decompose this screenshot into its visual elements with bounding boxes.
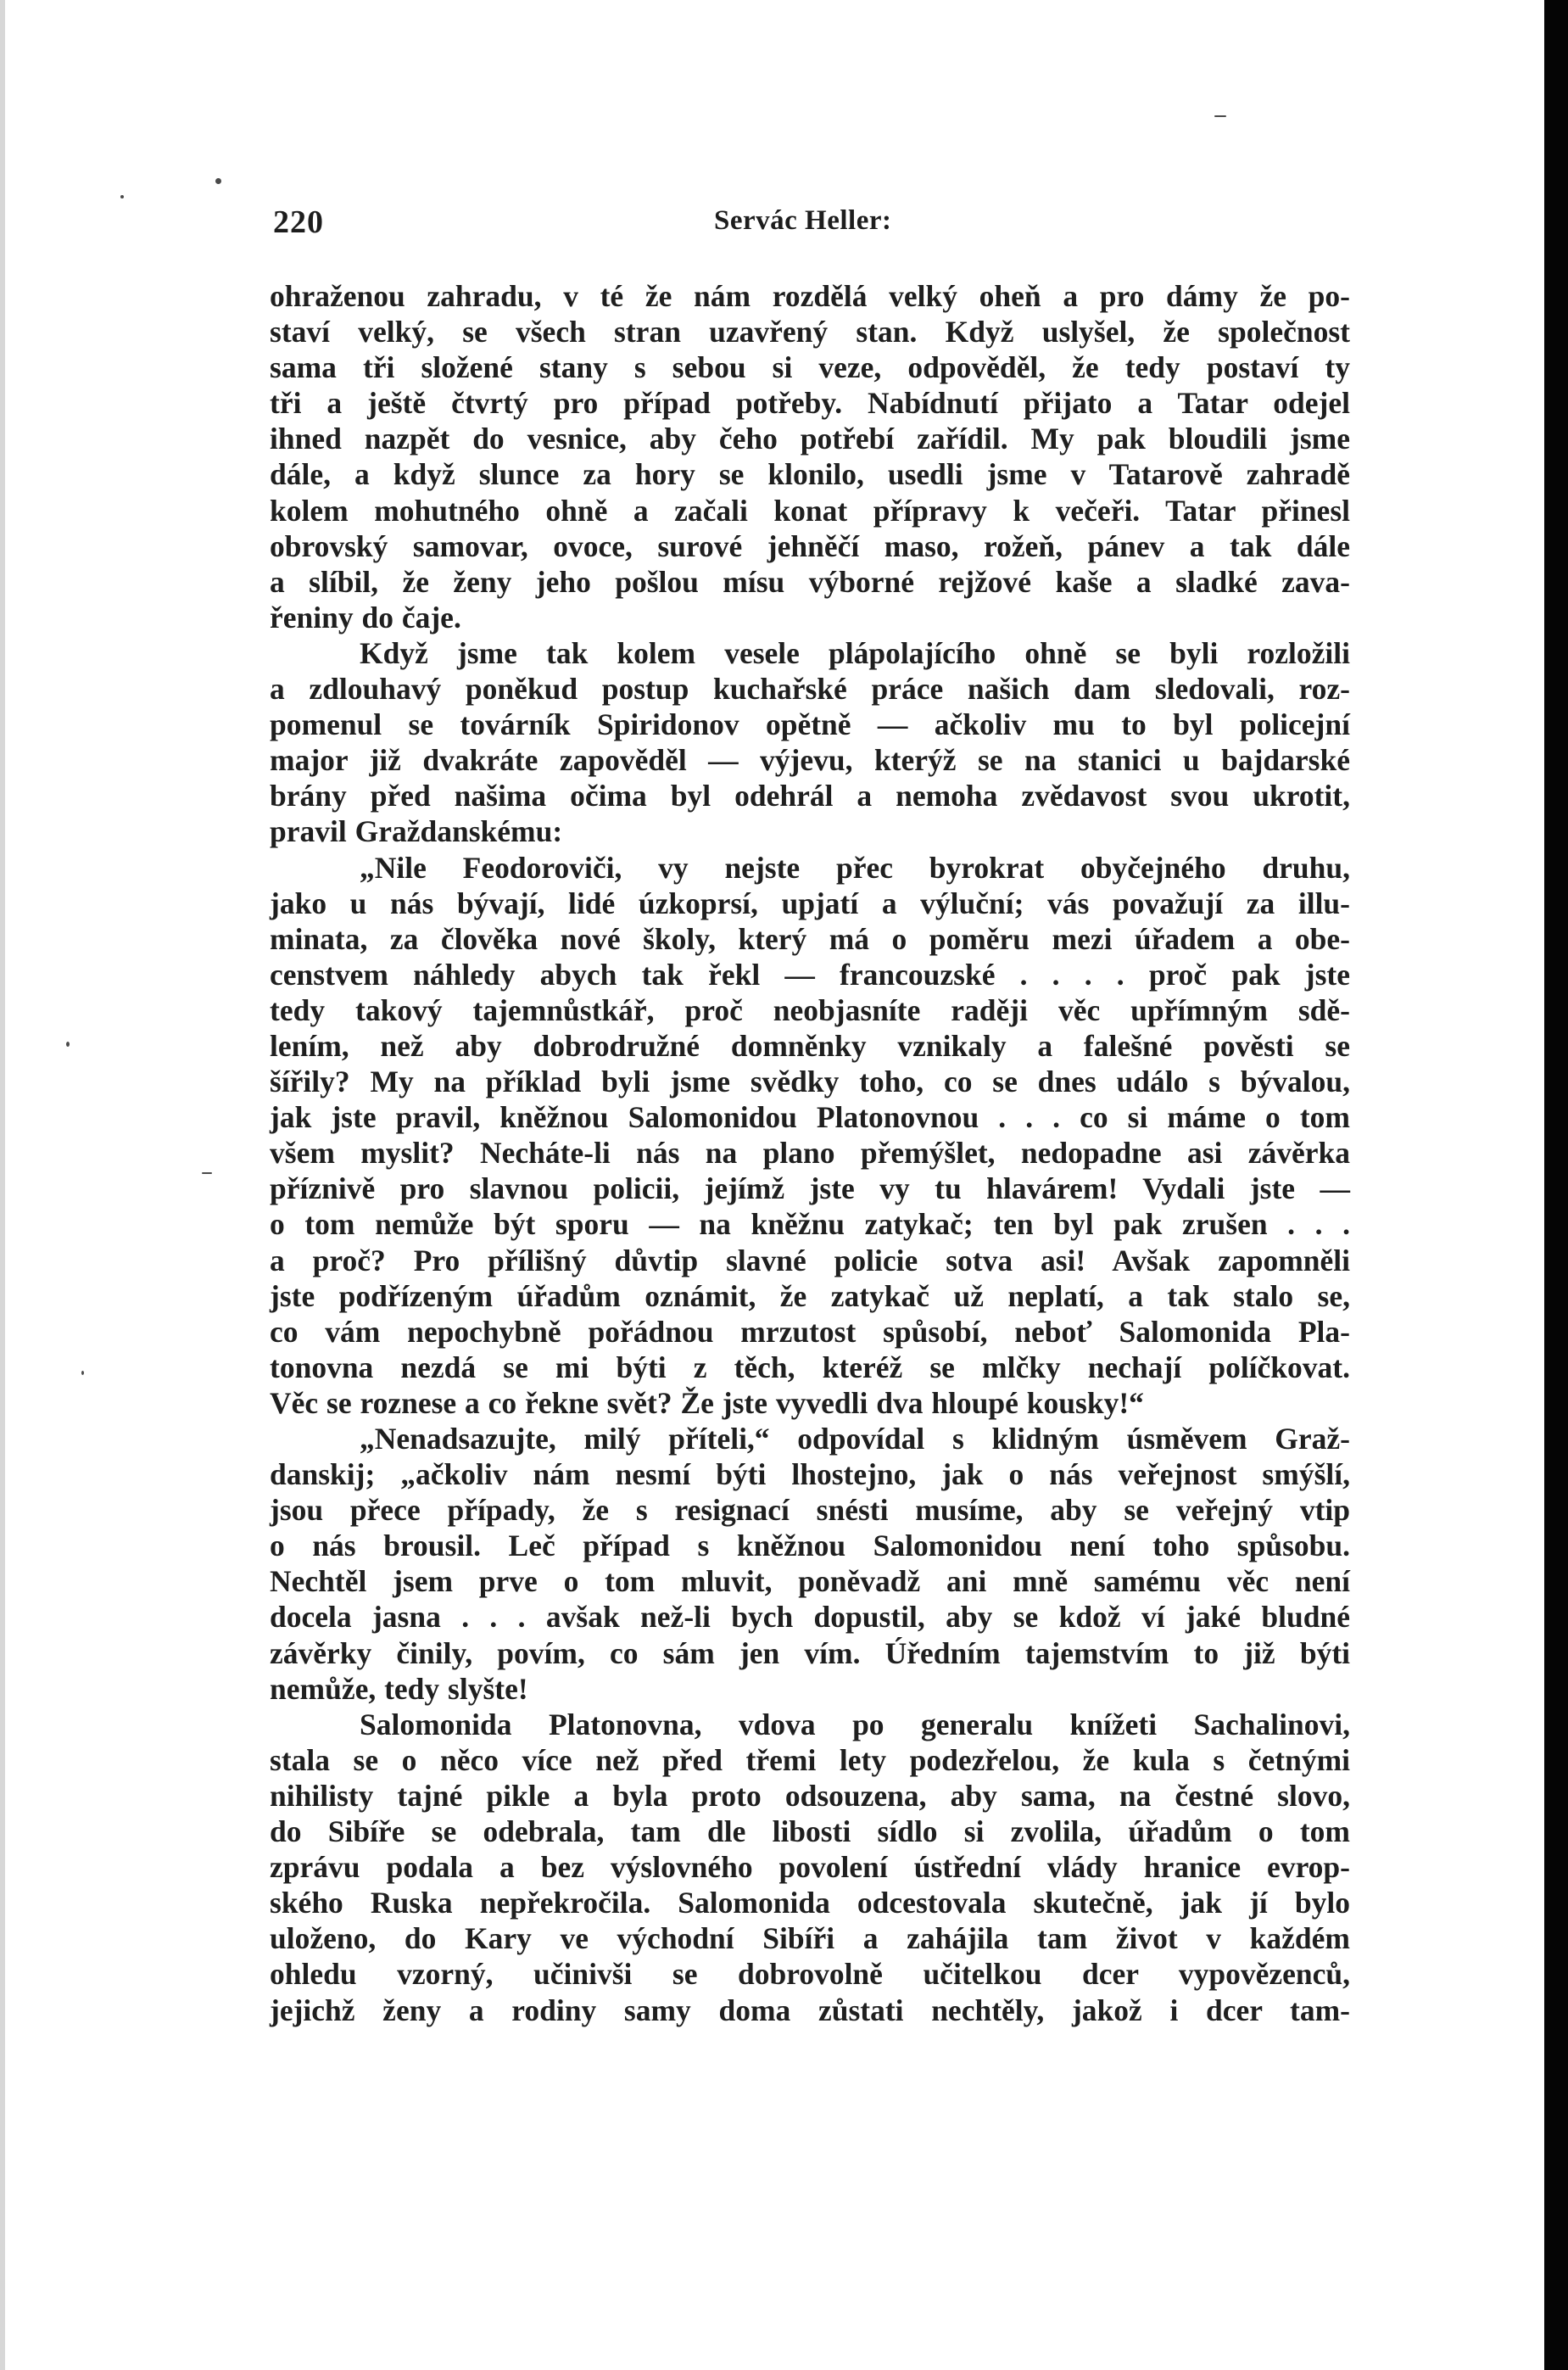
- text-line: a zdlouhavý poněkud postup kuchařské práce našich dam sledovali, roz-: [270, 672, 1350, 707]
- text-line: pravil Graždanskému:: [270, 814, 563, 849]
- text-line: ihned nazpět do vesnice, aby čeho potřebí zařídil. My pak bloudili jsme: [270, 422, 1350, 456]
- text-line: obrovský samovar, ovoce, surové jehněčí maso, rožeň, pánev a tak dále: [270, 528, 1350, 563]
- text-line: šířily? My na příklad byli jsme svědky toho, co se dnes událo s bývalou,: [270, 1065, 1350, 1099]
- text-line: pomenul se továrník Spiridonov opětně — ačkoliv mu to byl policejní: [270, 707, 1350, 742]
- text-line: brány před našima očima byl odehrál a nemoha zvědavost svou ukrotit,: [270, 779, 1350, 813]
- scan-speck: [120, 195, 124, 198]
- scan-speck: [1214, 115, 1226, 117]
- text-line: do Sibíře se odebrala, tam dle libosti sídlo si zvolila, úřadům o tom: [270, 1814, 1350, 1849]
- text-line: o nás brousil. Leč případ s kněžnou Salomonidou není toho spůsobu.: [270, 1529, 1350, 1563]
- running-head: Servác Heller:: [714, 205, 892, 236]
- page-header: [273, 204, 1348, 254]
- text-line: tři a ještě čtvrtý pro případ potřeby. Nabídnutí přijato a Tatar odejel: [270, 386, 1350, 421]
- text-line: danskij; „ačkoliv nám nesmí býti lhostejno, jak o nás veřejnost smýšlí,: [270, 1457, 1350, 1492]
- text-line: docela jasna . . . avšak než-li bych dopustil, aby se kdož ví jaké bludné: [270, 1600, 1350, 1635]
- text-line: a proč? Pro přílišný důvtip slavné policie sotva asi! Avšak zapomněli: [270, 1243, 1350, 1277]
- text-line: příznivě pro slavnou policii, jejímž jste vy tu hlavárem! Vydali jste —: [270, 1171, 1350, 1206]
- text-line: „Nile Feodoroviči, vy nejste přec byrokrat obyčejného druhu,: [360, 850, 1350, 885]
- text-line: „Nenadsazujte, milý příteli,“ odpovídal s klidným úsměvem Graž-: [360, 1422, 1350, 1456]
- body-text: [270, 278, 1350, 2028]
- text-line: major již dvakráte zapověděl — výjevu, kterýž se na stanici u bajdarské: [270, 743, 1350, 778]
- text-line: závěrky činily, povím, co sám jen vím. Úředním tajemstvím to již býti: [270, 1635, 1350, 1670]
- text-line: nemůže, tedy slyšte!: [270, 1671, 528, 1706]
- text-line: tonovna nezdá se mi býti z těch, kteréž se mlčky nechají políčkovat.: [270, 1350, 1350, 1384]
- text-line: jako u nás bývají, lidé úzkoprsí, upjatí a výluční; vás považují za illu-: [270, 886, 1350, 920]
- text-line: dále, a když slunce za hory se klonilo, usedli jsme v Tatarově zahradě: [270, 457, 1350, 492]
- scan-left-edge: [0, 0, 5, 2370]
- text-line: nihilisty tajné pikle a byla proto odsouzena, aby sama, na čestné slovo,: [270, 1778, 1350, 1813]
- text-line: staví velký, se všech stran uzavřený stan. Když uslyšel, že společnost: [270, 315, 1350, 349]
- page-number: 220: [273, 204, 324, 240]
- text-line: co vám nepochybně pořádnou mrzutost spůsobí, neboť Salomonida Pla-: [270, 1314, 1350, 1349]
- scan-speck: [81, 1371, 84, 1375]
- scan-speck: [66, 1042, 70, 1047]
- text-line: lením, než aby dobrodružné domněnky vznikaly a falešné pověsti se: [270, 1028, 1350, 1063]
- text-line: Když jsme tak kolem vesele plápolajícího ohně se byli rozložili: [360, 635, 1350, 670]
- text-line: a slíbil, že ženy jeho pošlou mísu výborné rejžové kaše a sladké zava-: [270, 564, 1350, 599]
- text-line: řeniny do čaje.: [270, 600, 461, 634]
- text-line: Salomonida Platonovna, vdova po generalu knížeti Sachalinovi,: [360, 1707, 1350, 1741]
- text-line: ohledu vzorný, učinivši se dobrovolně učitelkou dcer vypovězenců,: [270, 1957, 1350, 1992]
- text-line: minata, za člověka nové školy, který má o poměru mezi úřadem a obe-: [270, 921, 1350, 956]
- text-line: jejichž ženy a rodiny samy doma zůstati nechtěly, jakož i dcer tam-: [270, 1993, 1350, 2027]
- text-line: všem myslit? Necháte-li nás na plano přemýšlet, nedopadne asi závěrka: [270, 1136, 1350, 1171]
- text-line: tedy takový tajemnůstkář, proč neobjasníte raději věc upřímným sdě-: [270, 992, 1350, 1027]
- text-line: uloženo, do Kary ve východní Sibíři a zahájila tam život v každém: [270, 1921, 1350, 1956]
- text-line: jste podřízeným úřadům oznámit, že zatykač už neplatí, a tak stalo se,: [270, 1278, 1350, 1313]
- text-line: Nechtěl jsem prve o tom mluvit, poněvadž ani mně samému věc není: [270, 1564, 1350, 1599]
- text-line: ohraženou zahradu, v té že nám rozdělá velký oheň a pro dámy že po-: [270, 279, 1350, 313]
- text-line: jsou přece případy, že s resignací snésti musíme, aby se veřejný vtip: [270, 1493, 1350, 1528]
- text-line: stala se o něco více než před třemi lety podezřelou, že kula s četnými: [270, 1742, 1350, 1777]
- text-line: ského Ruska nepřekročila. Salomonida odcestovala skutečně, jak jí bylo: [270, 1886, 1350, 1920]
- text-line: zprávu podala a bez výslovného povolení ústřední vlády hranice evrop-: [270, 1850, 1350, 1885]
- scan-speck: [202, 1172, 212, 1174]
- text-line: sama tři složené stany s sebou si veze, odpověděl, že tedy postaví ty: [270, 350, 1350, 385]
- text-line: Věc se roznese a co řekne svět? Že jste vyvedli dva hloupé kousky!“: [270, 1385, 1144, 1420]
- text-line: o tom nemůže být sporu — na kněžnu zatykač; ten byl pak zrušen . . .: [270, 1207, 1350, 1242]
- text-line: kolem mohutného ohně a začali konat přípravy k večeři. Tatar přinesl: [270, 493, 1350, 528]
- scan-right-edge: [1544, 0, 1568, 2370]
- text-line: censtvem náhledy abych tak řekl — francouzské . . . . proč pak jste: [270, 957, 1350, 992]
- scan-speck: [215, 178, 221, 184]
- text-line: jak jste pravil, kněžnou Salomonidou Platonovnou . . . co si máme o tom: [270, 1100, 1350, 1135]
